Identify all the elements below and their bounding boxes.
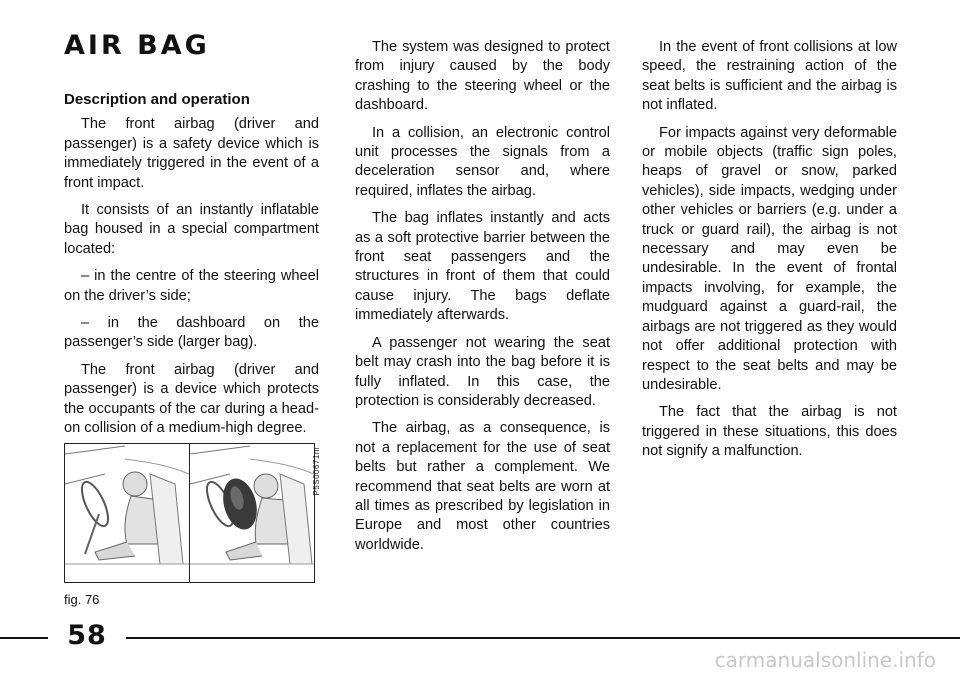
page-number: 58 [67, 620, 107, 651]
paragraph: The airbag, as a consequence, is not a replacement for the use of seat belts but rather a complement. We recommend that seat belts are worn at all times as prescribed by legislation in Europe and most other countries worldwide. [355, 420, 610, 553]
illustration-panel-before [65, 444, 189, 582]
driver-seat-illustration [65, 444, 189, 582]
footer-rule-right [126, 637, 960, 639]
paragraph: The system was designed to protect from injury caused by the body crashing to the steering wheel or the dashboard. [355, 39, 610, 114]
paragraph: The bag inflates instantly and acts as a soft protective barrier between the front seat passengers and the structures in front of them that could cause injury. The bags deflate immediately afterwards. [355, 210, 610, 324]
paragraph: It consists of an instantly inflatable bag housed in a special compartment located: [64, 202, 319, 257]
page-title: AIR BAG [64, 30, 210, 61]
airbag-deployed-illustration [190, 444, 314, 582]
paragraph: The fact that the airbag is not triggered in these situations, this does not signify a malfunction. [642, 404, 897, 460]
airbag-illustration [64, 443, 315, 583]
figure-code: P5S00671m [312, 447, 321, 496]
watermark: carmanualsonline.info [714, 648, 936, 672]
column-right [642, 38, 897, 470]
paragraph: A passenger not wearing the seat belt may crash into the bag before it is fully inflated. In this case, the protection is considerably decreased. [355, 334, 610, 409]
paragraph: In the event of front collisions at low speed, the restraining action of the seat belts is sufficient and the airbag is not inflated. [642, 39, 897, 114]
section-heading: Description and operation [64, 91, 250, 108]
paragraph: – in the centre of the steering wheel on the driver’s side; [64, 268, 319, 304]
illustration-panel-airbag-deployed [189, 444, 314, 582]
column-left [64, 90, 319, 447]
paragraph: In a collision, an electronic control unit processes the signals from a deceleration sensor and, where required, inflates the airbag. [355, 124, 610, 199]
paragraph: The front airbag (driver and passenger) is a device which protects the occupants of the car during a head-on collision of a medium-high degree. [64, 361, 319, 437]
paragraph: – in the dashboard on the passenger’s side (larger bag). [64, 315, 319, 351]
column-middle [355, 38, 610, 563]
paragraph: The front airbag (driver and passenger) is a safety device which is immediately triggered in the event of a front impact. [64, 116, 319, 191]
footer-rule-left [0, 637, 48, 639]
paragraph: For impacts against very deformable or mobile objects (traffic sign poles, heaps of gravel or snow, parked vehicles), side impacts, wedging under other vehicles or barriers (e.g. under a truck or guard rail), the airbag is not necessary and may even be undesirable. In the event of frontal impacts involving, for example, the mudguard against a guard-rail, the airbags are not triggered as they would not offer additional protection with respect to the seat belts and may be undesirable. [642, 124, 897, 393]
figure-caption: fig. 76 [64, 592, 100, 607]
